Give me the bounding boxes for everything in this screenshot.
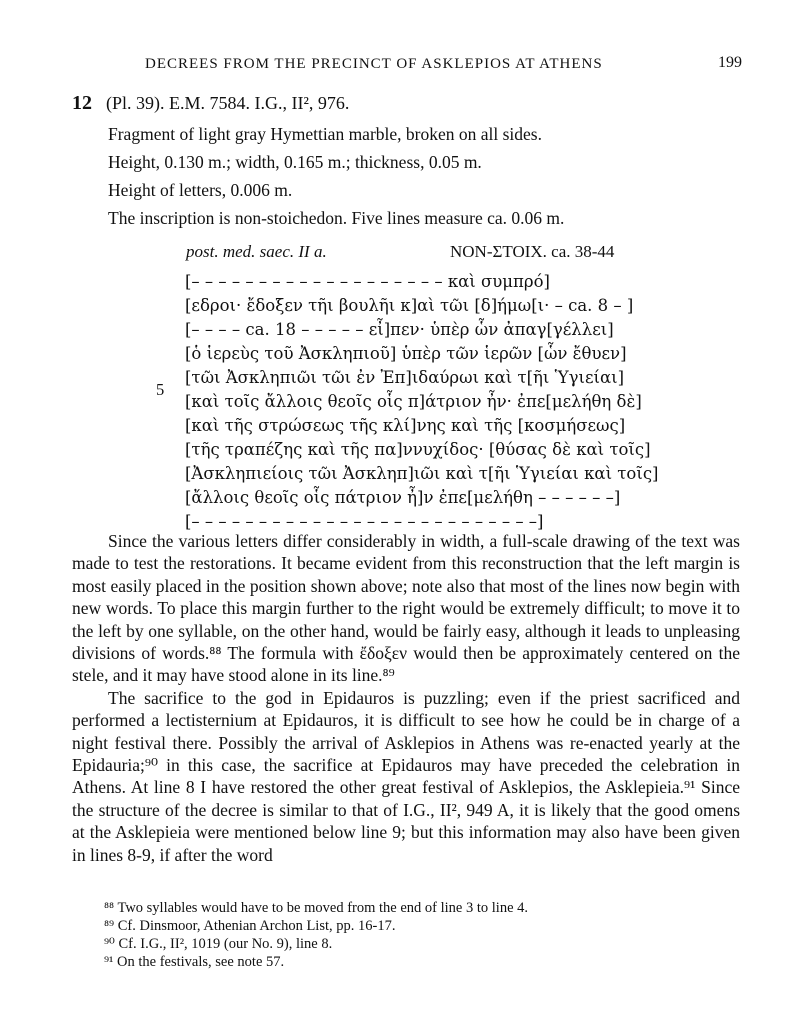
entry-reference: (Pl. 39). E.M. 7584. I.G., II², 976. bbox=[106, 93, 350, 113]
description-line: The inscription is non-stoichedon. Five lines measure ca. 0.06 m. bbox=[108, 208, 565, 228]
inscription-format: NON-ΣΤΟΙΧ. ca. 38-44 bbox=[450, 242, 615, 261]
inscription-line: [ἄλλοις θεοῖς οἷς πάτριον ἦ]ν ἐπε[μελήθη – – – – – –] bbox=[185, 488, 621, 507]
footnote: ⁸⁸ Two syllables would have to be moved from the end of line 3 to line 4. bbox=[104, 900, 529, 916]
inscription-line: [– – – – ca. 18 – – – – – εἶ]πεν· ὑπὲρ ὧν ἀπαγ[γέλλει] bbox=[185, 320, 614, 339]
inscription-line: [ὁ ἱερεὺς τοῦ Ἀσκληπιοῦ] ὑπὲρ τῶν ἱερῶν [ὧν ἔθυεν] bbox=[185, 344, 627, 363]
footnote: ⁹⁰ Cf. I.G., II², 1019 (our No. 9), line 8. bbox=[104, 936, 333, 952]
description-line: Fragment of light gray Hymettian marble, broken on all sides. bbox=[108, 124, 542, 144]
inscription-line: [καὶ τοῖς ἄλλοις θεοῖς οἷς π]άτριον ἦν· ἐπε[μελήθη δὲ] bbox=[185, 392, 642, 411]
entry-number: 12 bbox=[72, 92, 92, 114]
running-title: DECREES FROM THE PRECINCT OF ASKLEPIOS AT ATHENS bbox=[145, 56, 603, 72]
commentary-paragraph: The sacrifice to the god in Epidauros is puzzling; even if the priest sacrificed and performed a lectisternium at Epidauros, it is difficult to see how he could be in charge of a night festival there. Possibly the arrival of Asklepios in Athens was re-enacted yearly at the Epidauria;⁹⁰ in this case, the sacrifice at Epidauros may have preceded the celebration in Athens. At line 8 I have restored the other great festival of Asklepios, the Asklepieia.⁹¹ Since the structure of the decree is similar to that of I.G., II², 949 A, it is likely that the good omens at the Asklepieia were mentioned below line 9; but this information may also have been given in lines 8-9, if after the word bbox=[72, 687, 740, 865]
inscription-line: [τῆς τραπέζης καὶ τῆς πα]ννυχίδος· [θύσας δὲ καὶ τοῖς] bbox=[185, 440, 651, 459]
description-line: Height, 0.130 m.; width, 0.165 m.; thickness, 0.05 m. bbox=[108, 152, 482, 172]
inscription-line: [τῶι Ἀσκληπιῶι τῶι ἐν Ἐπ]ιδαύρωι καὶ τ[ῆι Ὑγιείαι] bbox=[185, 368, 625, 387]
inscription-line: [– – – – – – – – – – – – – – – – – – – καὶ συμπρό] bbox=[185, 272, 550, 291]
footnote: ⁸⁹ Cf. Dinsmoor, Athenian Archon List, pp. 16-17. bbox=[104, 918, 396, 934]
commentary bbox=[72, 530, 740, 866]
line-number: 5 bbox=[156, 380, 165, 399]
inscription-line: [καὶ τῆς στρώσεως τῆς κλί]νης καὶ τῆς [κοσμήσεως] bbox=[185, 416, 626, 435]
footnote: ⁹¹ On the festivals, see note 57. bbox=[104, 954, 285, 970]
inscription-line: [εδροι· ἔδοξεν τῆι βουλῆι κ]αὶ τῶι [δ]ήμω[ι· – ca. 8 – ] bbox=[185, 296, 634, 315]
inscription-line: [Ἀσκληπιείοις τῶι Ἀσκληπ]ιῶι καὶ τ[ῆι Ὑγιείαι καὶ τοῖς] bbox=[185, 464, 659, 483]
entry-heading bbox=[72, 92, 349, 115]
description-line: Height of letters, 0.006 m. bbox=[108, 180, 293, 200]
inscription-line: [– – – – – – – – – – – – – – – – – – – – – – – – – –] bbox=[185, 512, 544, 531]
inscription-date: post. med. saec. II a. bbox=[186, 242, 327, 261]
page-number: 199 bbox=[718, 54, 742, 71]
commentary-paragraph: Since the various letters differ considerably in width, a full-scale drawing of the text was made to test the restorations. It became evident from this reconstruction that the left margin is most easily placed in the position shown above; note also that most of the lines now begin with new words. To place this margin further to the right would be extremely difficult; to move it to the left by one syllable, on the other hand, would be fairly easy, although it leads to unpleasing divisions of words.⁸⁸ The formula with ἔδοξεν would then be approximately centered on the stele, and it may have stood alone in its line.⁸⁹ bbox=[72, 531, 740, 686]
